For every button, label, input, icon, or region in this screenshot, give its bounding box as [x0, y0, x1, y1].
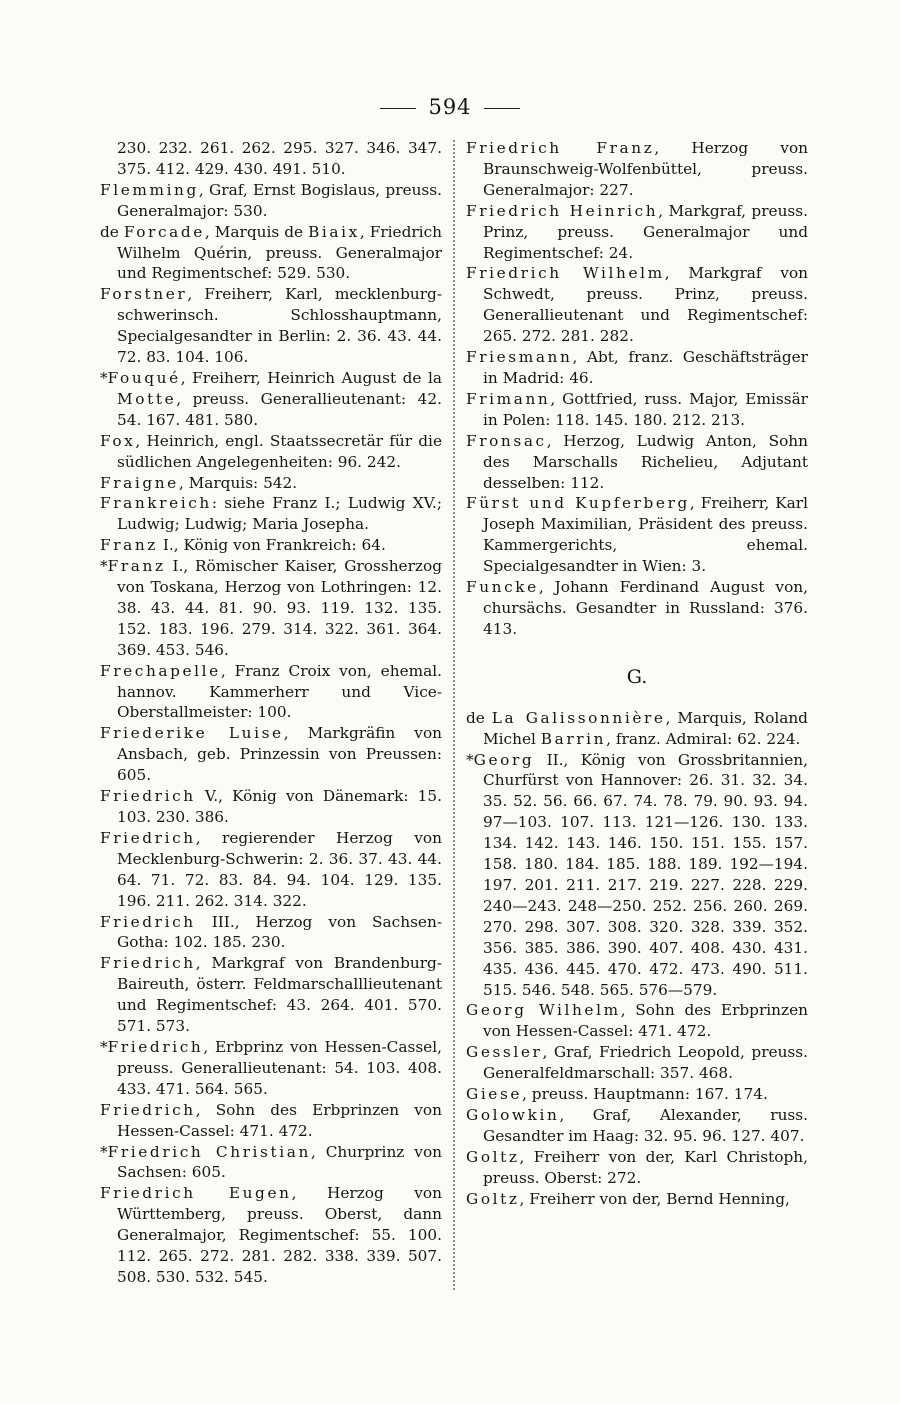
index-entry	[466, 577, 808, 640]
entry-name: Friedrich Christian	[107, 1142, 311, 1161]
index-entry	[100, 556, 442, 661]
entry-text: , Franz Croix von, ehemal. hannov. Kammerherr und Vice-Oberstallmeister: 100.	[117, 661, 442, 722]
entry-name: Frankreich	[100, 494, 212, 513]
entry-prefix: de	[466, 708, 492, 727]
index-entry	[466, 1189, 808, 1210]
entry-text: , Erbprinz von Hessen-Cassel, preuss. Generallieutenant: 54. 103. 408. 433. 471. 564. 565.	[117, 1037, 442, 1098]
index-entry-continuation	[100, 138, 442, 180]
entry-text: II., König von Grossbritannien, Churfürst von Hannover: 26. 31. 32. 34. 35. 52. 56. 66. 67. 74. 78. 79. 90. 93. 94. 97—103. 107. 113. 121—126. 130. 133. 134. 142. 143. 146. 150. 151. 155. 157. 158. 180. 184. 185. 188. 189. 192—194. 197. 201. 211. 217. 219. 227. 228. 229. 240—243. 248—250. 252. 256. 260. 269. 270. 298. 307. 308. 320. 328. 339. 352. 356. 385. 386. 390. 407. 408. 430. 431. 435. 436. 445. 470. 472. 473. 490. 511. 515. 546. 548. 565. 576—579.	[483, 750, 808, 999]
entry-text: , Johann Ferdinand August von, chursächs. Gesandter in Russland: 376. 413.	[483, 578, 808, 638]
index-entry	[466, 1105, 808, 1147]
entry-prefix: *	[100, 1142, 108, 1161]
index-entry	[466, 1000, 808, 1042]
entry-text: , preuss. Hauptmann: 167. 174.	[522, 1085, 768, 1104]
entry-text: , Herzog von Württemberg, preuss. Oberst, dann Generalmajor, Regimentschef: 55. 100. 112. 265. 272. 281. 282. 338. 339. 507. 508. 530. 532. 545.	[117, 1184, 442, 1286]
index-entry	[100, 368, 442, 431]
entry-name: Georg	[473, 750, 535, 769]
entry-text: , Abt, franz. Geschäftsträger in Madrid: 46.	[483, 348, 808, 387]
entry-prefix: *	[100, 557, 108, 576]
index-entry	[466, 493, 808, 577]
entry-name: Friedrich	[100, 787, 196, 806]
entry-name: Friesmann	[466, 348, 573, 367]
entry-text: , Graf, Alexander, russ. Gesandter im Haag: 32. 95. 96. 127. 407.	[483, 1105, 808, 1145]
entry-name: Giese	[466, 1085, 523, 1104]
entry-text: , Sohn des Erbprinzen von Hessen-Cassel: 471. 472.	[483, 1001, 808, 1041]
entry-name: Flemming	[100, 180, 199, 199]
entry-text: , Freiherr, Heinrich August de la	[180, 368, 442, 387]
entry-text: , Marquis: 542.	[178, 473, 298, 492]
header-rule-left	[380, 108, 416, 109]
entry-text: , Freiherr, Karl Joseph Maximilian, Präsident des preuss. Kammergerichts, ehemal. Specialgesandter in Wien: 3.	[483, 494, 808, 576]
entry-name: Fronsac	[466, 431, 547, 450]
entry-name: Franz	[100, 536, 158, 555]
entry-text: I., König von Frankreich: 64.	[157, 536, 386, 555]
entry-text: , franz. Admiral: 62. 224.	[606, 729, 801, 748]
page-number: 594	[428, 95, 472, 119]
entry-name: Forstner	[100, 285, 188, 304]
index-entry	[466, 431, 808, 494]
index-entry	[466, 389, 808, 431]
entry-text: , Markgräfin von Ansbach, geb. Prinzessin von Preussen: 605.	[117, 724, 443, 785]
index-column-left	[100, 138, 442, 1288]
index-entry	[466, 1042, 808, 1084]
entry-text: , Friedrich Wilhelm Quérin, preuss. Generalmajor und Regimentschef: 529. 530.	[117, 222, 442, 283]
index-entry	[466, 1147, 808, 1189]
index-entry	[466, 347, 808, 389]
entry-name: Friedrich Wilhelm	[466, 264, 665, 283]
entry-text: , Churprinz von Sachsen: 605.	[117, 1142, 443, 1182]
entry-text: , Marquis, Roland Michel	[483, 708, 808, 748]
entry-name: Biaix	[308, 222, 360, 241]
index-entry	[100, 828, 442, 912]
entry-name: Goltz	[466, 1189, 520, 1208]
index-entry	[466, 708, 808, 750]
index-entry	[466, 263, 808, 347]
index-entry	[100, 953, 442, 1037]
index-entry	[100, 535, 442, 556]
index-entry	[100, 431, 442, 473]
index-entry	[100, 1142, 442, 1184]
entry-name: Friedrich Eugen	[100, 1184, 292, 1203]
entry-text: , regierender Herzog von Mecklenburg-Schwerin: 2. 36. 37. 43. 44. 64. 71. 72. 83. 84. 94. 104. 129. 135. 196. 211. 262. 314. 322.	[117, 828, 442, 910]
entry-text: : siehe Franz I.; Ludwig XV.; Ludwig; Ludwig; Maria Josepha.	[117, 494, 442, 534]
entry-name: Friedrich Heinrich	[466, 201, 659, 220]
entry-name: Golowkin	[466, 1105, 560, 1124]
entry-name: Friedrich	[100, 1100, 196, 1119]
entry-name: Fox	[100, 431, 136, 450]
entry-prefix: de	[100, 222, 124, 241]
entry-name: Friedrich	[100, 828, 196, 847]
entry-text: , preuss. Generallieutenant: 42. 54. 167. 481. 580.	[117, 389, 442, 429]
index-entry	[100, 1037, 442, 1100]
index-entry	[100, 786, 442, 828]
entry-name: Barrin	[540, 729, 607, 748]
entry-name: Friedrich	[107, 1037, 204, 1056]
entry-text: , Heinrich, engl. Staatssecretär für die südlichen Angelegenheiten: 96. 242.	[117, 431, 442, 471]
entry-text: , Freiherr, Karl, mecklenburg-schwerinsch. Schlosshauptmann, Specialgesandter in Berlin: 2. 36. 43. 44. 72. 83. 104. 106.	[117, 285, 442, 367]
entry-name: Friedrich	[100, 954, 196, 973]
entry-text: , Marquis de	[204, 222, 309, 241]
index-column-right	[466, 138, 808, 1210]
index-entry	[100, 473, 442, 494]
entry-text: , Sohn des Erbprinzen von Hessen-Cassel: 471. 472.	[117, 1100, 442, 1140]
entry-name: Gessler	[466, 1043, 543, 1062]
entry-text: V., König von Dänemark: 15. 103. 230. 386.	[117, 787, 442, 826]
index-entry	[100, 1183, 442, 1288]
entry-prefix: *	[466, 750, 474, 769]
entry-name: Georg Wilhelm	[466, 1001, 621, 1020]
entry-text: , Freiherr von der, Bernd Henning,	[519, 1189, 790, 1208]
entry-name: Friederike Luise	[100, 724, 284, 743]
index-entry	[100, 180, 442, 222]
entry-text: , Markgraf, preuss. Prinz, preuss. Generalmajor und Regimentschef: 24.	[483, 201, 808, 262]
entry-text: , Freiherr von der, Karl Christoph, preuss. Oberst: 272.	[483, 1147, 808, 1187]
entry-name: Fraigne	[100, 473, 179, 492]
index-entry	[100, 1100, 442, 1142]
entry-name: Fürst und Kupferberg	[466, 494, 690, 513]
entry-name: Franz	[107, 557, 166, 576]
index-entry	[466, 138, 808, 201]
entry-text: 230. 232. 261. 262. 295. 327. 346. 347. 375. 412. 429. 430. 491. 510.	[117, 139, 442, 178]
entry-text: , Markgraf von Schwedt, preuss. Prinz, preuss. Generallieutenant und Regimentschef: 265. 272. 281. 282.	[483, 264, 808, 346]
entry-text: , Gottfried, russ. Major, Emissär in Polen: 118. 145. 180. 212. 213.	[483, 389, 808, 429]
entry-name: Frechapelle	[100, 661, 221, 680]
index-entry	[466, 201, 808, 264]
entry-text: , Graf, Ernst Bogislaus, preuss. Generalmajor: 530.	[117, 180, 442, 220]
index-entry	[100, 912, 442, 954]
index-entry	[100, 284, 442, 368]
entry-name: La Galissonnière	[491, 708, 666, 727]
index-entry	[466, 750, 808, 1001]
entry-text: I., Römischer Kaiser, Grossherzog von Toskana, Herzog von Lothringen: 12. 38. 43. 44. 81. 90. 93. 119. 132. 135. 152. 183. 196. 279. 314. 322. 361. 364. 369. 453. 546.	[117, 557, 442, 659]
column-divider	[453, 140, 455, 1290]
entry-name: Friedrich	[100, 912, 196, 931]
entry-prefix: *	[100, 368, 108, 387]
index-entry	[100, 493, 442, 535]
entry-name: Fouqué	[107, 368, 181, 387]
index-entry	[466, 1084, 808, 1105]
entry-text: , Markgraf von Brandenburg-Baireuth, österr. Feldmarschalllieutenant und Regimentschef: 43. 264. 401. 570. 571. 573.	[117, 954, 442, 1036]
entry-name: Frimann	[466, 389, 551, 408]
entry-text: , Herzog, Ludwig Anton, Sohn des Marschalls Richelieu, Adjutant desselben: 112.	[483, 431, 808, 492]
index-entry	[100, 723, 442, 786]
header-rule-right	[484, 108, 520, 109]
section-heading: G.	[626, 665, 648, 688]
index-entry	[100, 661, 442, 724]
entry-name: Goltz	[466, 1147, 520, 1166]
index-entry	[100, 222, 442, 285]
entry-text: , Herzog von Braunschweig-Wolfenbüttel, preuss. Generalmajor: 227.	[483, 139, 808, 199]
page-header	[0, 92, 900, 122]
entry-name: Funcke	[466, 578, 539, 597]
entry-prefix: *	[100, 1037, 108, 1056]
entry-name: Friedrich Franz	[466, 139, 655, 157]
entry-text: III., Herzog von Sachsen-Gotha: 102. 185. 230.	[117, 912, 442, 952]
entry-name: Motte	[117, 389, 177, 408]
entry-text: , Graf, Friedrich Leopold, preuss. Generalfeldmarschall: 357. 468.	[483, 1043, 808, 1083]
entry-name: Forcade	[123, 222, 205, 241]
